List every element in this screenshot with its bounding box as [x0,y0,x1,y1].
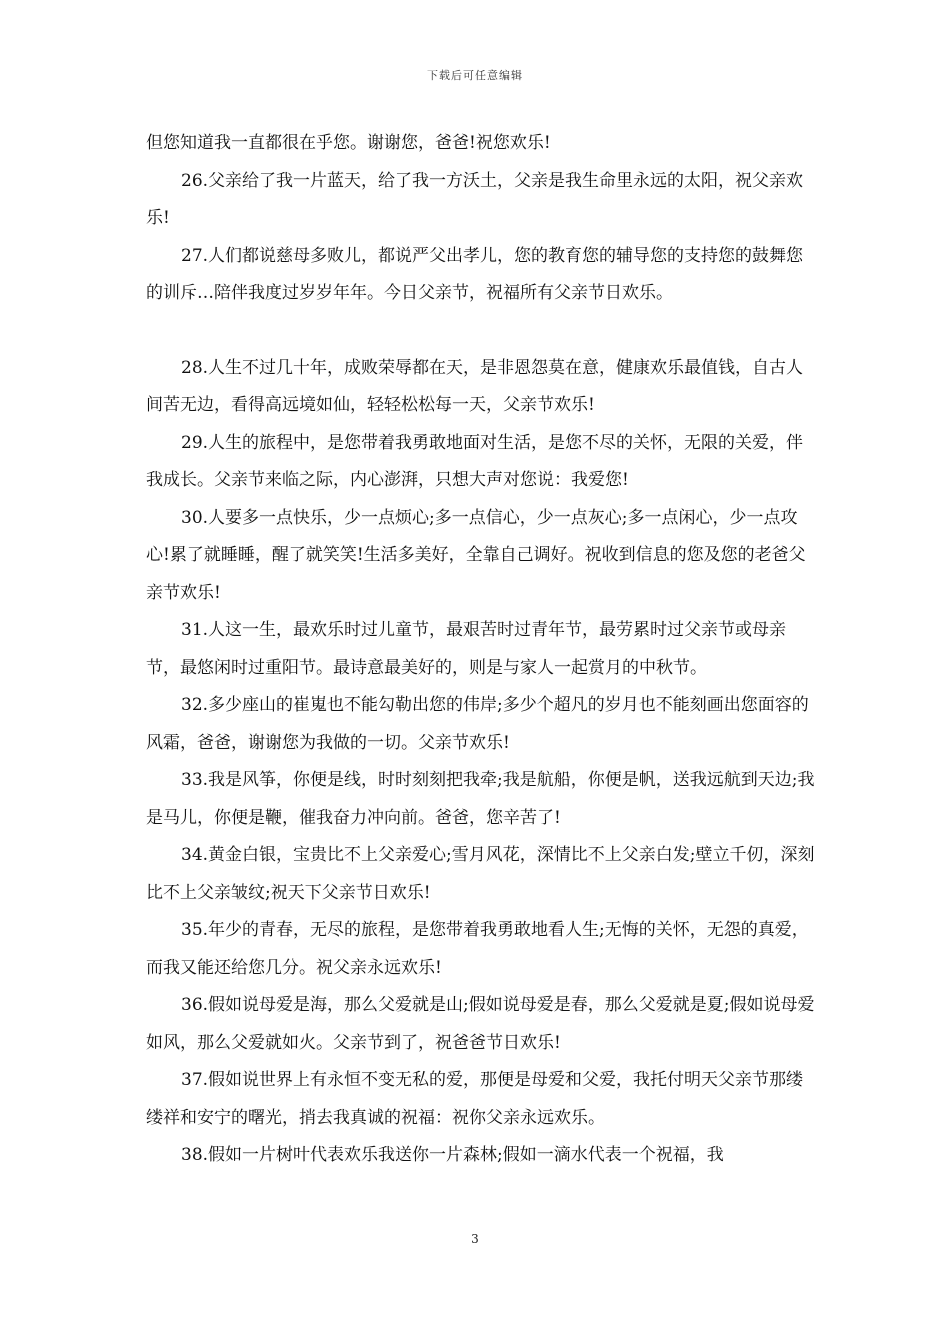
paragraph-38: 38.假如一片树叶代表欢乐我送你一片森林;假如一滴水代表一个祝福，我 [181,1145,724,1165]
paragraph-32: 32.多少座山的崔嵬也不能勾勒出您的伟岸;多少个超凡的岁月也不能刻画出您面容的风霜，爸爸，谢谢您为我做的一切。父亲节欢乐! [146,695,809,753]
paragraph-31: 31.人这一生，最欢乐时过儿童节，最艰苦时过青年节，最劳累时过父亲节或母亲节，最悠闲时过重阳节。最诗意最美好的，则是与家人一起赏月的中秋节。 [146,620,787,678]
page-header: 下载后可任意编辑 [427,69,523,82]
paragraph-26: 26.父亲给了我一片蓝天，给了我一方沃土，父亲是我生命里永远的太阳，祝父亲欢乐! [146,170,804,228]
paragraph-35: 35.年少的青春，无尽的旅程，是您带着我勇敢地看人生;无悔的关怀，无怨的真爱，而我又能还给您几分。祝父亲永远欢乐! [146,920,809,978]
paragraph-33: 33.我是风筝，你便是线，时时刻刻把我牵;我是航船，你便是帆，送我远航到天边;我是马儿，你便是鞭，催我奋力冲向前。爸爸，您辛苦了! [146,770,815,828]
paragraph-36: 36.假如说母爱是海，那么父爱就是山;假如说母爱是春，那么父爱就是夏;假如说母爱如风，那么父爱就如火。父亲节到了，祝爸爸节日欢乐! [146,995,815,1053]
paragraph-29: 29.人生的旅程中，是您带着我勇敢地面对生活，是您不尽的关怀，无限的关爱，伴我成长。父亲节来临之际，内心澎湃，只想大声对您说：我爱您! [146,432,804,490]
document-body [146,125,818,1175]
paragraph-27: 27.人们都说慈母多败儿，都说严父出孝儿，您的教育您的辅导您的支持您的鼓舞您的训斥…陪伴我度过岁岁年年。今日父亲节，祝福所有父亲节日欢乐。 [146,245,804,303]
paragraph-gap [146,313,818,350]
paragraph-34: 34.黄金白银，宝贵比不上父亲爱心;雪月风花，深情比不上父亲白发;壁立千仞，深刻比不上父亲皱纹;祝天下父亲节日欢乐! [146,845,815,903]
page-number: 3 [471,1232,479,1246]
paragraph-28: 28.人生不过几十年，成败荣辱都在天，是非恩怨莫在意，健康欢乐最值钱，自古人间苦无边，看得高远境如仙，轻轻松松每一天，父亲节欢乐! [146,357,804,415]
paragraph-37: 37.假如说世界上有永恒不变无私的爱，那便是母爱和父爱，我托付明天父亲节那缕缕祥和安宁的曙光，捎去我真诚的祝福：祝你父亲永远欢乐。 [146,1070,804,1128]
paragraph-30: 30.人要多一点快乐，少一点烦心;多一点信心，少一点灰心;多一点闲心，少一点攻心!累了就睡睡，醒了就笑笑!生活多美好，全靠自己调好。祝收到信息的您及您的老爸父亲节欢乐! [146,507,806,603]
paragraph-continuation: 但您知道我一直都很在乎您。谢谢您，爸爸!祝您欢乐! [146,133,551,153]
